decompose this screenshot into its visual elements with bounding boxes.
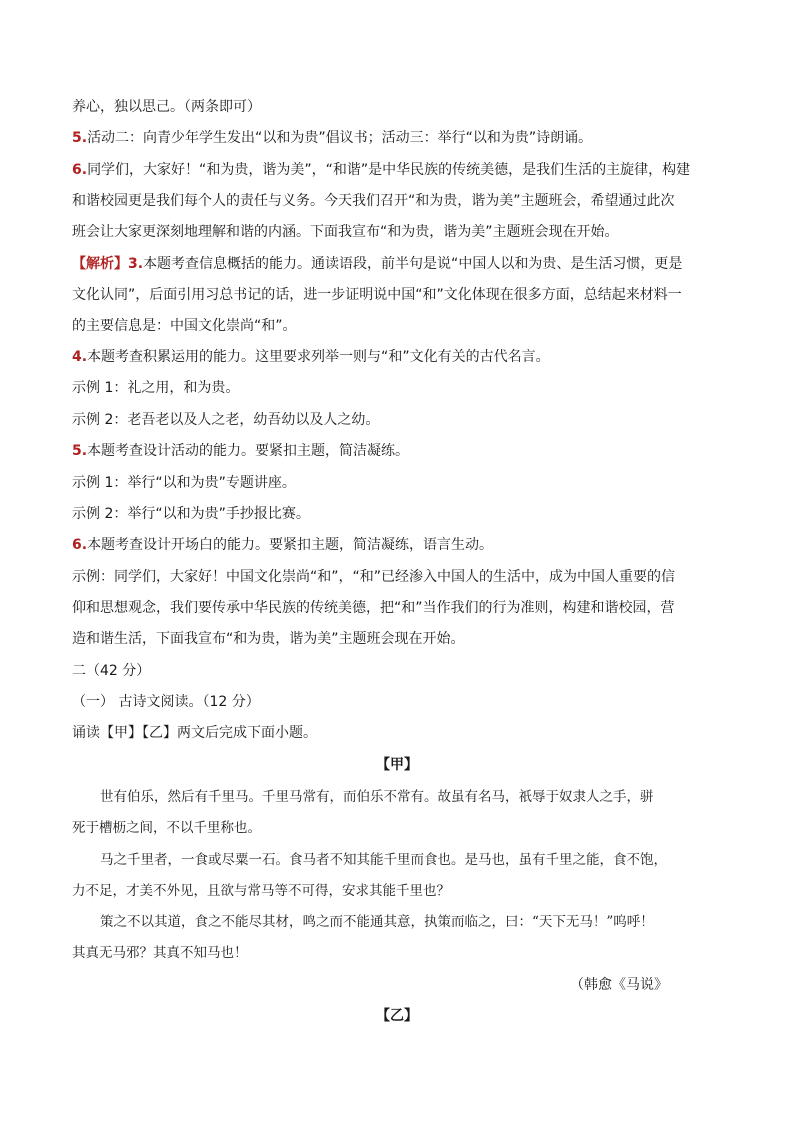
answer-q6-line3: 班会让大家更深刻地理解和谐的内涵。下面我宣布“和为贵，谐为美”主题班会现在开始。 — [72, 224, 619, 240]
analysis-q4-text: 本题考查积累运用的能力。这里要求列举一则与“和”文化有关的古代名言。 — [87, 349, 550, 365]
passage-jia-p1-line2: 死于槽枥之间，不以千里称也。 — [72, 820, 261, 836]
passage-jia-title: 【甲】 — [376, 757, 418, 773]
example-label: 示例 2： — [72, 506, 128, 522]
analysis-q5-example2 — [72, 504, 310, 524]
analysis-q4-example2 — [72, 410, 379, 430]
analysis-q6-number: 6. — [72, 537, 88, 553]
section-instruction: 诵读【甲】【乙】两文后完成下面小题。 — [72, 725, 317, 741]
passage-jia-p2-line2: 力不足，才美不外见，且欲与常马等不可得，安求其能千里也？ — [72, 883, 450, 899]
analysis-q3-number: 3. — [128, 256, 144, 272]
example-text: 礼之用，和为贵。 — [127, 380, 240, 396]
analysis-tag: 【解析】 — [72, 256, 128, 272]
analysis-q6 — [72, 535, 493, 555]
analysis-q4-example1 — [72, 378, 239, 398]
answer-q6-line2: 和谐校园更是我们每个人的责任与义务。今天我们召开“和为贵，谐为美”主题班会，希望通过此次 — [72, 193, 675, 209]
analysis-q3-text-1: 本题考查信息概括的能力。通读语段，前半句是说“中国人以和为贵、是生活习惯，更是 — [143, 256, 683, 272]
analysis-q6-example-line1: 示例：同学们，大家好！中国文化崇尚“和”，“和”已经渗入中国人的生活中，成为中国人重要的信 — [72, 569, 676, 585]
analysis-q4-number: 4. — [72, 349, 88, 365]
analysis-q6-example-line2: 仰和思想观念，我们要传承中华民族的传统美德，把“和”当作我们的行为准则，构建和谐校园，营 — [72, 600, 675, 616]
answer-q6-text-1: 同学们，大家好！“和为贵，谐为美”，“和谐”是中华民族的传统美德，是我们生活的主旋律，构建 — [87, 162, 691, 178]
answer-q6-line1 — [72, 160, 690, 180]
example-label: 示例 2： — [72, 412, 128, 428]
section-heading: 二（42 分） — [72, 663, 151, 679]
passage-jia-p2-line1: 马之千里者，一食或尽粟一石。食马者不知其能千里而食也。是马也，虽有千里之能，食不饱， — [100, 852, 667, 868]
passage-jia-p1-line1: 世有伯乐，然后有千里马。千里马常有，而伯乐不常有。故虽有名马，祇辱于奴隶人之手，骈 — [100, 789, 654, 805]
analysis-q3-line3: 的主要信息是：中国文化崇尚“和”。 — [72, 318, 297, 334]
analysis-q5-text: 本题考查设计活动的能力。要紧扣主题，简洁凝练。 — [87, 443, 410, 459]
example-text: 举行“以和为贵”手抄报比赛。 — [127, 506, 310, 522]
analysis-q3-line1 — [72, 254, 682, 274]
example-text: 举行“以和为贵”专题讲座。 — [127, 475, 296, 491]
answer-line-continuation: 养心，独以思己。（两条即可） — [72, 99, 261, 115]
answer-q6-number: 6. — [72, 162, 88, 178]
passage-yi-title: 【乙】 — [376, 1008, 418, 1024]
subsection-heading: （一） 古诗文阅读。（12 分） — [72, 694, 260, 710]
example-label: 示例 1： — [72, 380, 128, 396]
passage-jia-p3-line2: 其真无马邪？其真不知马也！ — [72, 945, 248, 961]
passage-jia-source: （韩愈《马说》 — [570, 977, 668, 993]
passage-jia-p3-line1: 策之不以其道，食之不能尽其材，鸣之而不能通其意，执策而临之，曰：“天下无马！”呜呼！ — [100, 914, 654, 930]
example-text: 老吾老以及人之老，幼吾幼以及人之幼。 — [127, 412, 380, 428]
analysis-q4 — [72, 347, 550, 367]
example-label: 示例 1： — [72, 475, 128, 491]
answer-q5-number: 5. — [72, 130, 88, 146]
answer-q5-text: 活动二：向青少年学生发出“以和为贵”倡议书；活动三：举行“以和为贵”诗朗诵。 — [87, 130, 593, 146]
analysis-q5-example1 — [72, 473, 296, 493]
analysis-q5 — [72, 441, 409, 461]
analysis-q6-text: 本题考查设计开场白的能力。要紧扣主题，简洁凝练，语言生动。 — [87, 537, 494, 553]
analysis-q3-line2: 文化认同”，后面引用习总书记的话，进一步证明说中国“和”文化体现在很多方面，总结起来材料一 — [72, 287, 682, 303]
analysis-q6-example-line3: 造和谐生活，下面我宣布“和为贵，谐为美”主题班会现在开始。 — [72, 631, 465, 647]
analysis-q5-number: 5. — [72, 443, 88, 459]
answer-q5 — [72, 128, 592, 148]
